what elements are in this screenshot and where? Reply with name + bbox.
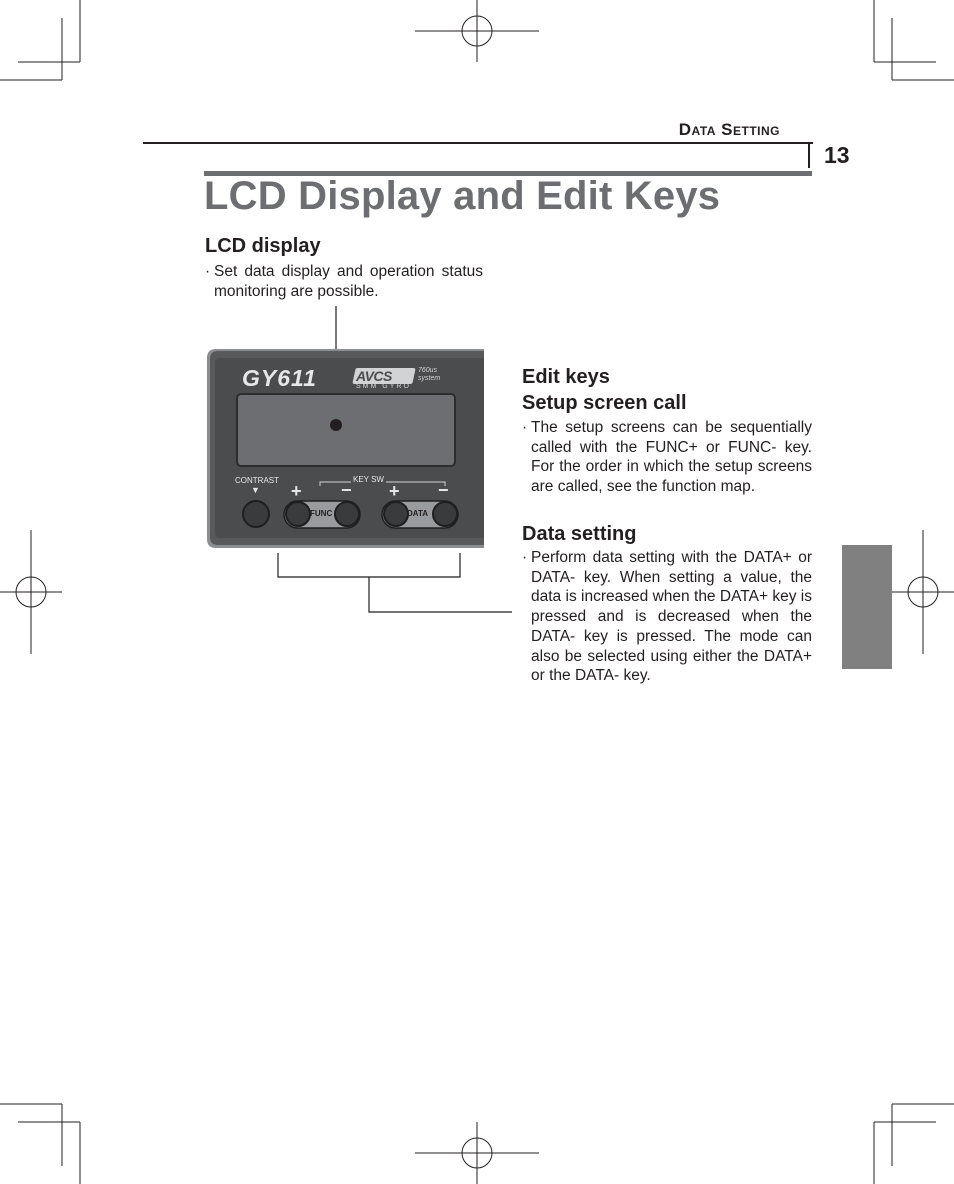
setup-screen-call-text [522,418,812,497]
func-plus-button [286,502,310,526]
keys-bracket [278,553,460,577]
data-setting-text [522,548,812,686]
lcd-callout-dot [330,419,342,431]
data-minus-button [433,502,457,526]
avcs-sub-label: 760us system [418,367,441,382]
func-minus-sign: − [341,480,352,500]
data-plus-sign: + [389,481,400,501]
contrast-button [243,501,269,527]
lcd-window [237,394,455,466]
lcd-display-body: Set data display and operation status monitoring are possible. [214,263,483,300]
keys-callout-line [369,577,512,612]
data-minus-sign: − [438,480,449,500]
contrast-arrow-icon: ▼ [251,485,260,495]
func-key-label: FUNC [310,509,333,518]
device-model-label: GY611 [242,365,317,391]
func-minus-button [335,502,359,526]
section-header-text: Data Setting [678,120,780,139]
chapter-thumb-tab [842,545,892,669]
data-key-label: DATA [407,509,429,518]
gyro-type-label: SMM GYRO [356,383,411,390]
page-title: LCD Display and Edit Keys [204,174,721,218]
data-plus-button [384,502,408,526]
contrast-label: CONTRAST [235,476,279,485]
data-setting-heading: Data setting [522,523,637,545]
edit-keys-heading: Edit keys [522,366,610,388]
bullet-mark: · [205,263,211,280]
page-number: 13 [824,142,850,168]
lcd-display-heading: LCD display [205,235,321,257]
setup-screen-call-heading: Setup screen call [522,392,687,414]
func-plus-sign: + [291,481,302,501]
bullet-mark: · [522,549,528,566]
data-setting-body: Perform data setting with the DATA+ or DATA- key. When setting a value, the data is increased when the DATA+ key is pressed and is decreased when the DATA- key is pressed. The mode can also be selected using either the DATA+ or the DATA- key. [531,549,812,685]
bullet-mark: · [522,419,528,436]
setup-screen-call-body: The setup screens can be sequentially called with the FUNC+ or FUNC- key. For the order in which the setup screens are called, see the function map. [531,419,812,496]
avcs-logo-text: AVCS [356,368,392,384]
key-sw-label: KEY SW [353,475,384,484]
